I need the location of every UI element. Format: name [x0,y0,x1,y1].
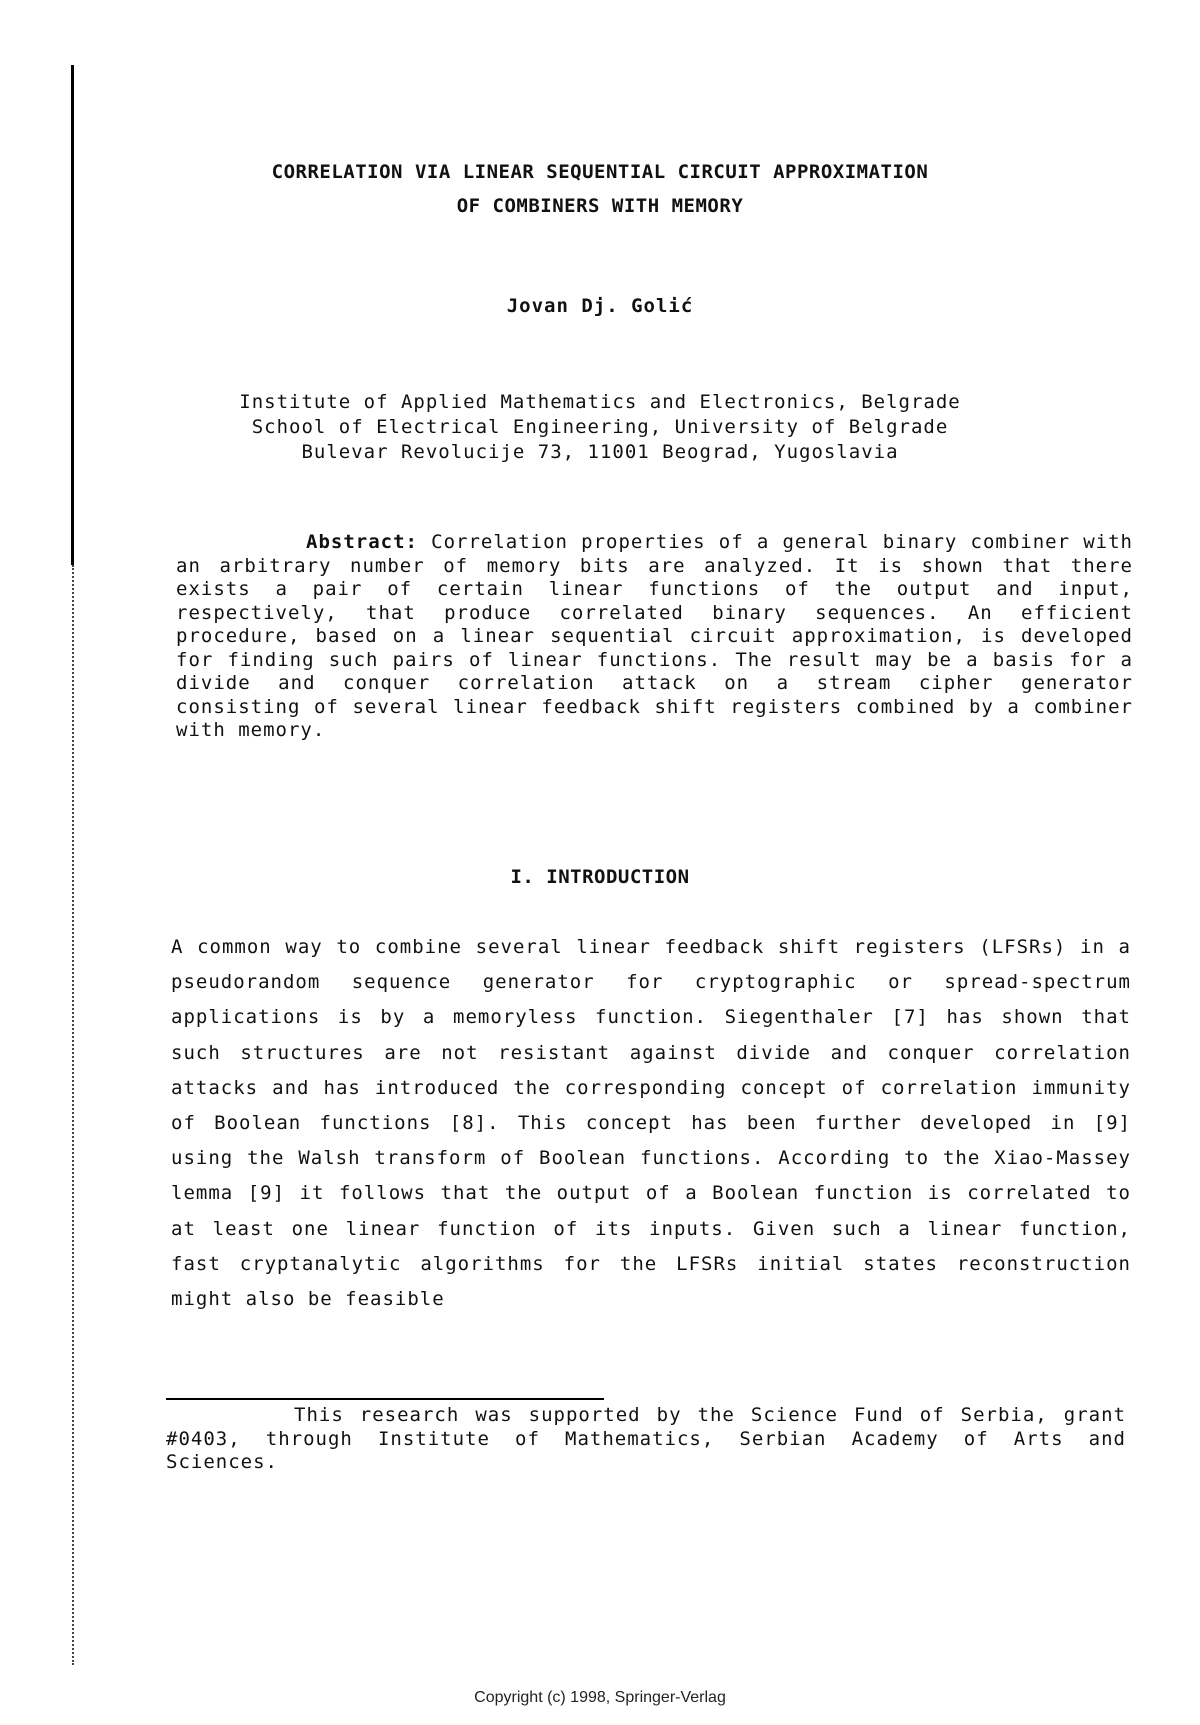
scan-edge-line [71,65,74,565]
paper-title [160,155,1040,223]
introduction-paragraph: A common way to combine several linear feedback shift registers (LFSRs) in a pseudorandom sequence generator for cryptographic or spread-spectrum applications is by a memoryless function. Siegenthaler [7] has shown that such structures are not resistant against divide and conquer correlation attacks and has introduced the corresponding concept of correlation immunity of Boolean functions [8]. This concept has been further developed in [9] using the Walsh transform of Boolean functions. According to the Xiao-Massey lemma [9] it follows that the output of a Boolean function is correlated to at least one linear function of its inputs. Given such a linear function, fast cryptanalytic algorithms for the LFSRs initial states reconstruction might also be feasible [171,936,1131,1311]
affiliation-block [140,390,1060,465]
abstract-label: Abstract: [306,531,418,553]
footnote-rest: grant #0403, through Institute of Mathematics, Serbian Academy of Arts and Sciences. [166,1404,1126,1473]
footnote-line-1: This research was supported by the Science Fund of Serbia, [294,1404,1048,1426]
copyright-notice: Copyright (c) 1998, Springer-Verlag [474,1689,726,1706]
footnote [166,1404,1126,1475]
title-line-1: CORRELATION VIA LINEAR SEQUENTIAL CIRCUIT APPROXIMATION [271,161,929,183]
abstract-text: Correlation properties of a general binary combiner with an arbitrary number of memory bits are analyzed. It is shown that there exists a pair of certain linear functions of the output and input, respectively, that produce correlated binary sequences. An efficient procedure, based on a linear sequential circuit approximation, is developed for finding such pairs of linear functions. The result may be a basis for a divide and conquer correlation attack on a stream cipher generator consisting of several linear feedback shift registers combined by a combiner with memory. [176,531,1133,741]
author-name: Jovan Dj. Golić [506,295,694,317]
affiliation-line-1: Institute of Applied Mathematics and Electronics, Belgrade [239,391,961,413]
affiliation-line-2: School of Electrical Engineering, University of Belgrade [251,416,949,438]
abstract-block [176,531,1133,743]
footnote-divider [166,1398,604,1400]
affiliation-line-3: Bulevar Revolucije 73, 11001 Beograd, Yugoslavia [301,441,899,463]
section-heading-introduction: I. INTRODUCTION [510,866,690,888]
scan-edge-dots [72,565,75,1665]
title-line-2: OF COMBINERS WITH MEMORY [456,195,744,217]
